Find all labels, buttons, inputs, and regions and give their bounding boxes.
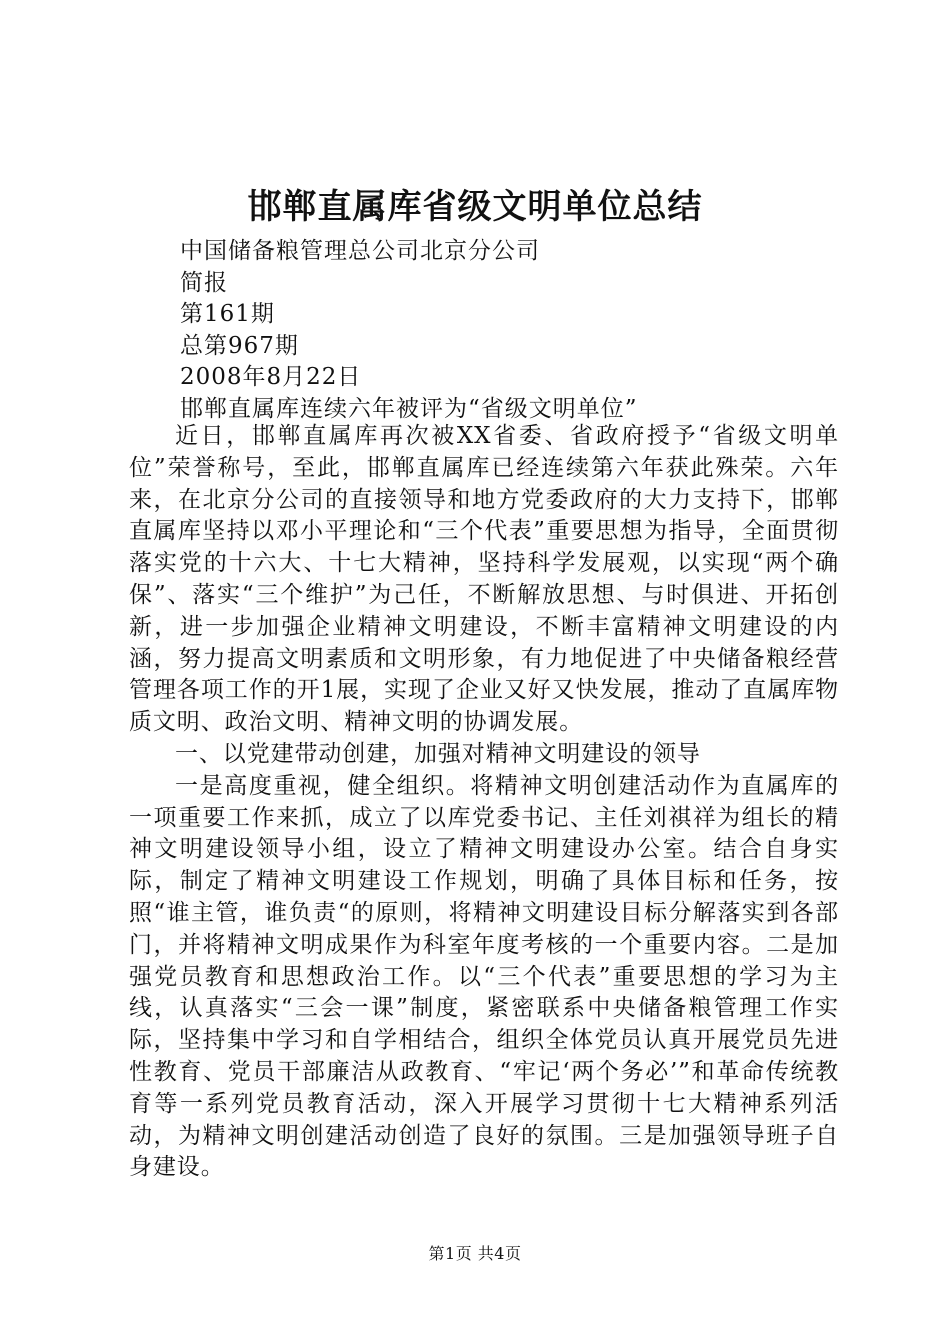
header-date: 2008年8月22日 bbox=[180, 364, 362, 390]
header-organization: 中国储备粮管理总公司北京分公司 bbox=[180, 238, 540, 264]
header-total-issue-number: 总第967期 bbox=[180, 332, 299, 359]
document-title: 邯郸直属库省级文明单位总结 bbox=[247, 187, 703, 227]
page-number-footer: 第1页 共4页 bbox=[428, 1244, 522, 1263]
document-body bbox=[129, 421, 839, 1184]
header-subtitle: 邯郸直属库连续六年被评为“省级文明单位” bbox=[180, 395, 638, 422]
body-paragraph: 一是高度重视，健全组织。将精神文明创建活动作为直属库的一项重要工作来抓，成立了以库党委书记、主任刘祺祥为组长的精神文明建设领导小组，设立了精神文明建设办公室。结合自身实际，制定了精神文明建设工作规划，明确了具体目标和任务，按照“谁主管，谁负责“的原则，将精神文明建设目标分解落实到各部门，并将精神文明成果作为科室年度考核的一个重要内容。二是加强党员教育和思想政治工作。以“三个代表”重要思想的学习为主线，认真落实“三会一课”制度，紧密联系中央储备粮管理工作实际，坚持集中学习和自学相结合，组织全体党员认真开展党员先进性教育、党员干部廉洁从政教育、“牢记‘两个务必’”和革命传统教育等一系列党员教育活动，深入开展学习贯彻十七大精神系列活动，为精神文明创建活动创造了良好的氛围。三是加强领导班子自身建设。 bbox=[129, 772, 839, 1181]
header-bulletin-type: 简报 bbox=[180, 269, 228, 296]
body-paragraph: 近日，邯郸直属库再次被XX省委、省政府授予“省级文明单位”荣誉称号，至此，邯郸直属库已经连续第六年获此殊荣。六年来，在北京分公司的直接领导和地方党委政府的大力支持下，邯郸直属库坚持以邓小平理论和“三个代表”重要思想为指导，全面贯彻落实党的十六大、十七大精神，坚持科学发展观，以实现“两个确保”、落实“三个维护”为己任，不断解放思想、与时俱进、开拓创新，进一步加强企业精神文明建设，不断丰富精神文明建设的内涵，努力提高文明素质和文明形象，有力地促进了中央储备粮经营管理各项工作的开1展，实现了企业又好又快发展，推动了直属库物质文明、政治文明、精神文明的协调发展。 bbox=[129, 423, 839, 736]
section-heading: 一、以党建带动创建，加强对精神文明建设的领导 bbox=[175, 740, 701, 767]
bulletin-header bbox=[180, 236, 638, 425]
header-issue-number: 第161期 bbox=[180, 301, 275, 327]
